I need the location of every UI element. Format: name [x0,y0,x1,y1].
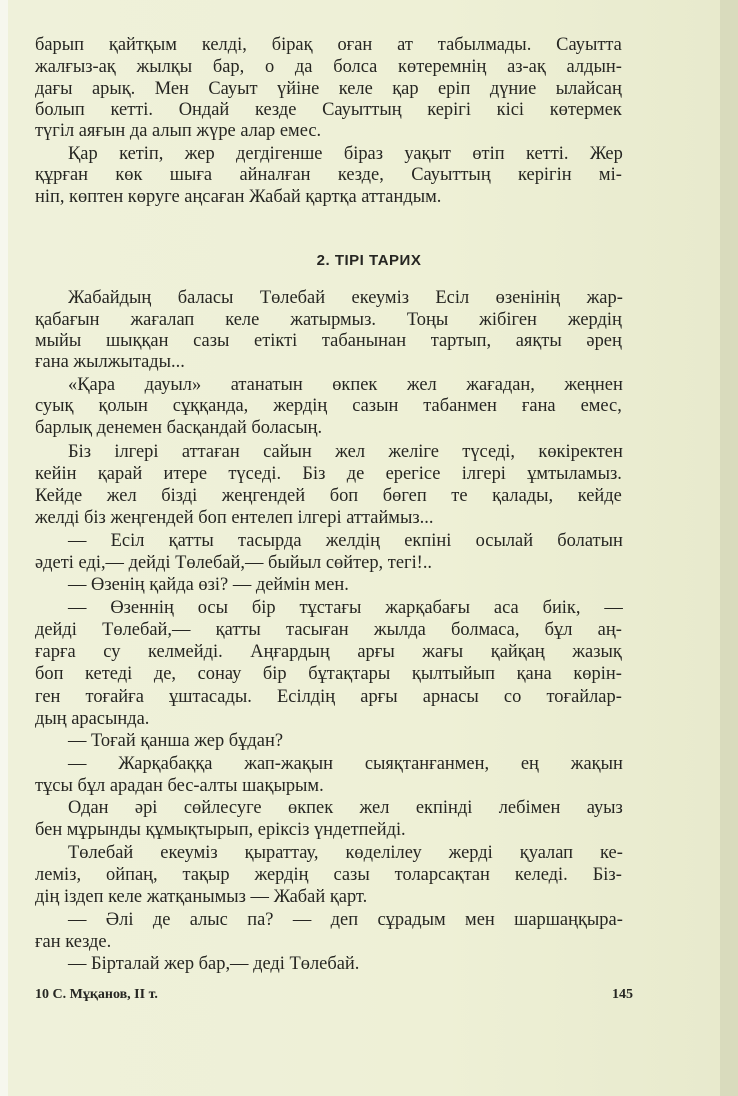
text-line: әдеті еді,— дейді Төлебай,— быйыл сөйтер, тегі!.. [35,552,433,573]
text-line: түгіл аяғын да алып жүре алар емес. [35,120,322,141]
text-line: мыйы шыққан сазы етікті табанынан тартып, аяқты әрең [35,330,622,351]
text-line: ғарға су келмейді. Аңғардың арғы жағы қайқаң жазық [35,641,622,662]
page-right-edge [720,0,738,1096]
text-line: тұсы бұл арадан бес-алты шақырым. [35,775,324,796]
text-line: ған кезде. [35,931,112,952]
text-line: құрған көк шыға айналған кезде, Сауыттың керігін мі- [35,164,622,185]
text-line: желді біз жеңгендей боп ентелеп ілгері аттаймыз... [35,507,434,528]
text-line: — Есіл қатты тасырда желдің екпіні осылай болатын [68,530,623,551]
text-line: — Жарқабаққа жап-жақын сыяқтанғанмен, ең жақын [68,753,623,774]
text-line: бен мұрынды құмықтырып, еріксіз үндетпейді. [35,819,406,840]
text-line: Төлебай екеуміз қыраттау, көделілеу жерді қуалап ке- [68,842,623,863]
chapter-heading: 2. ТІРІ ТАРИХ [316,252,422,269]
text-line: барып қайтқым келді, бірақ оған ат табылмады. Сауытта [35,34,622,55]
text-line: — Тоғай қанша жер бұдан? [68,730,284,751]
text-line: кейін қарай итере түседі. Біз де ерегісе ілгері ұмтыламыз. [35,463,622,484]
text-line: жалғыз-ақ жылқы бар, о да болса көтеремнің аз-ақ алдын- [35,56,622,77]
text-line: ген тоғайға ұштасады. Есілдің арғы арнасы со тоғайлар- [35,686,622,707]
text-line: Біз ілгері аттаған сайын жел желіге түседі, көкіректен [68,441,623,462]
text-line: ғана жылжытады... [35,351,185,372]
text-line: барлық денемен басқандай боласың. [35,417,323,438]
page-left-edge [0,0,8,1096]
text-line: дің іздеп келе жатқанымыз — Жабай қарт. [35,886,368,907]
text-line: Қар кетіп, жер дегдігенше біраз уақыт өтіп кетті. Жер [68,143,623,164]
text-line: «Қара дауыл» атанатын өкпек жел жағадан, жеңнен [68,374,623,395]
text-line: боп кетеді де, сонау бір бұтақтары қылтыйып қана көрін- [35,663,622,684]
text-line: дейді Төлебай,— қатты тасыған жылда болмаса, бұл аң- [35,619,622,640]
text-line: — Өзеннің осы бір тұстағы жарқабағы аса биік, — [68,597,623,618]
text-line: Кейде жел бізді жеңгендей боп бөгеп те қалады, кейде [35,485,622,506]
text-line: — Өзенің қайда өзі? — деймін мен. [68,574,349,595]
text-line: — Бірталай жер бар,— деді Төлебай. [68,953,360,974]
text-line: Жабайдың баласы Төлебай екеуміз Есіл өзенінің жар- [68,287,623,308]
text-line: болып кетті. Ондай кезде Сауыттың керігі кісі көтермек [35,99,622,120]
text-line: суық қолын сұққанда, жердің сазын табанмен ғана емес, [35,395,622,416]
printer-signature: 10 С. Мұқанов, II т. [35,987,158,1002]
text-line: — Әлі де алыс па? — деп сұрадым мен шаршаңқыра- [68,909,623,930]
page-number: 145 [612,987,633,1002]
text-line: леміз, ойпаң, тақыр жердің сазы толарсақтан келеді. Біз- [35,864,622,885]
text-line: дағы арық. Мен Сауыт үйіне келе қар еріп дүние ылайсаң [35,78,622,99]
text-line: Одан әрі сөйлесуге өкпек жел екпінді лебімен ауыз [68,797,623,818]
text-line: ніп, көптен көруге аңсаған Жабай қартқа аттандым. [35,186,442,207]
text-line: дың арасында. [35,708,150,729]
text-line: қабағын жағалап келе жатырмыз. Тоңы жібіген жердің [35,309,622,330]
